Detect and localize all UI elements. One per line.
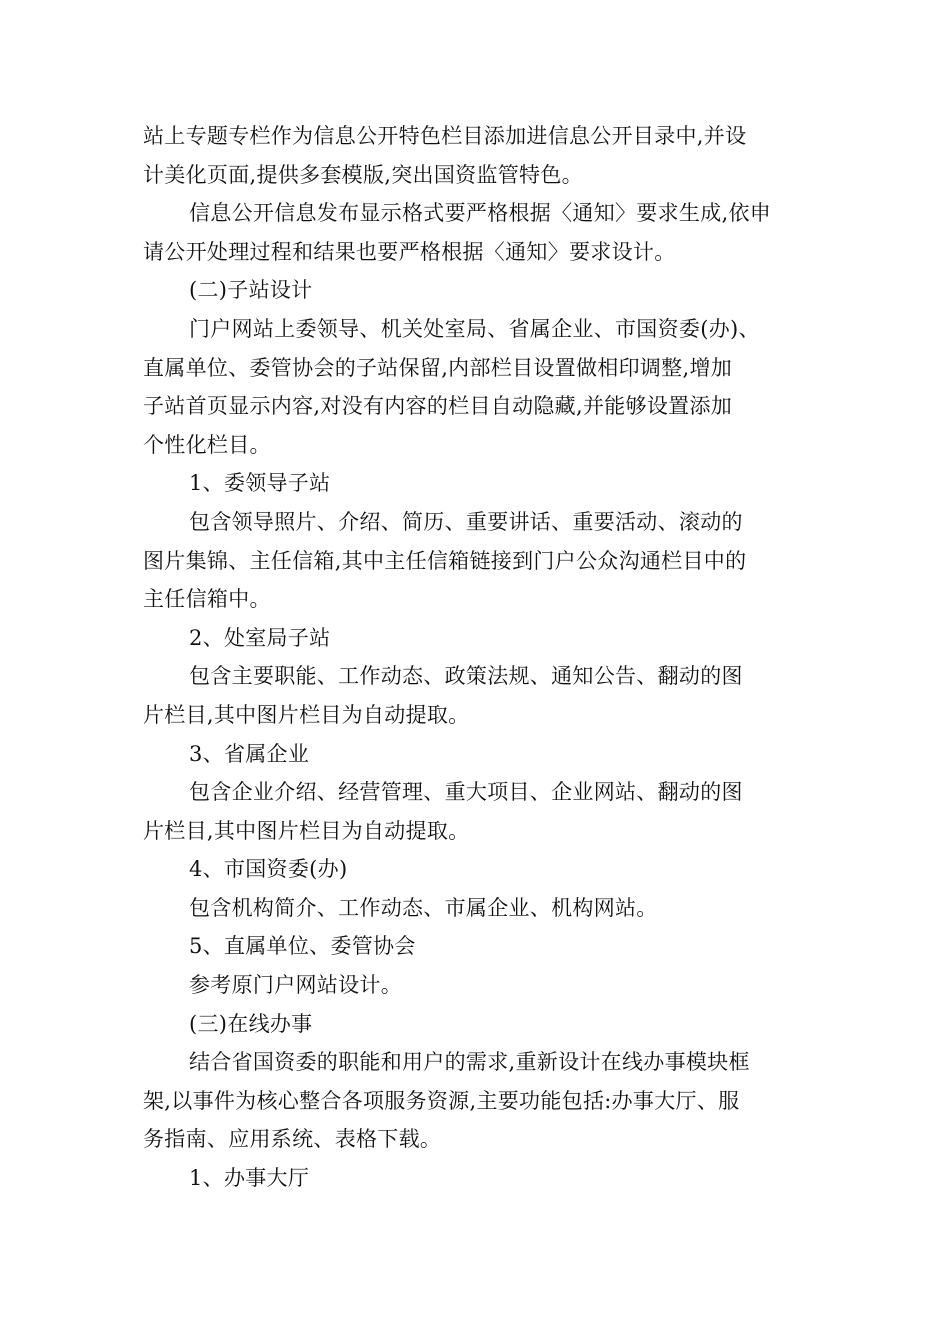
text-line: 务指南、应用系统、表格下载。 [143, 1127, 442, 1152]
text-line: 包含机构简介、工作动态、市属企业、机构网站。 [189, 895, 658, 920]
text-line: 包含领导照片、介绍、简历、重要讲话、重要活动、滚动的 [189, 509, 743, 534]
text-line: 信息公开信息发布显示格式要严格根据〈通知〉要求生成,依申 [189, 201, 772, 226]
text-line: 片栏目,其中图片栏目为自动提取。 [143, 702, 470, 727]
subsection-heading: 4、市国资委(办) [189, 857, 348, 882]
text-line: 直属单位、委管协会的子站保留,内部栏目设置做相印调整,增加 [143, 355, 733, 380]
text-line: 参考原门户网站设计。 [189, 973, 402, 998]
text-line: 门户网站上委领导、机关处室局、省属企业、市国资委(办)、 [189, 316, 760, 341]
text-line: 个性化栏目。 [143, 432, 271, 457]
text-line: 片栏目,其中图片栏目为自动提取。 [143, 818, 470, 843]
subsection-heading: 2、处室局子站 [189, 625, 331, 650]
text-line: 子站首页显示内容,对没有内容的栏目自动隐藏,并能够设置添加 [143, 394, 733, 419]
section-heading: (二)子站设计 [189, 278, 313, 303]
text-line: 包含主要职能、工作动态、政策法规、通知公告、翻动的图 [189, 664, 743, 689]
text-line: 站上专题专栏作为信息公开特色栏目添加进信息公开目录中,并设 [143, 124, 747, 148]
text-line: 请公开处理过程和结果也要严格根据〈通知〉要求设计。 [143, 239, 676, 264]
document-body [143, 117, 823, 1198]
subsection-heading: 1、办事大厅 [189, 1166, 310, 1191]
text-line: 图片集锦、主任信箱,其中主任信箱链接到门户公众沟通栏目中的 [143, 548, 747, 573]
text-line: 包含企业介绍、经营管理、重大项目、企业网站、翻动的图 [189, 780, 743, 805]
subsection-heading: 3、省属企业 [189, 741, 310, 766]
text-line: 主任信箱中。 [143, 587, 271, 612]
text-line: 架,以事件为核心整合各项服务资源,主要功能包括:办事大厅、服 [143, 1088, 740, 1113]
section-heading: (三)在线办事 [189, 1011, 313, 1036]
text-line: 计美化页面,提供多套模版,突出国资监管特色。 [143, 162, 583, 187]
text-line: 结合省国资委的职能和用户的需求,重新设计在线办事模块框 [189, 1050, 750, 1075]
subsection-heading: 5、直属单位、委管协会 [189, 934, 416, 959]
subsection-heading: 1、委领导子站 [189, 471, 331, 496]
